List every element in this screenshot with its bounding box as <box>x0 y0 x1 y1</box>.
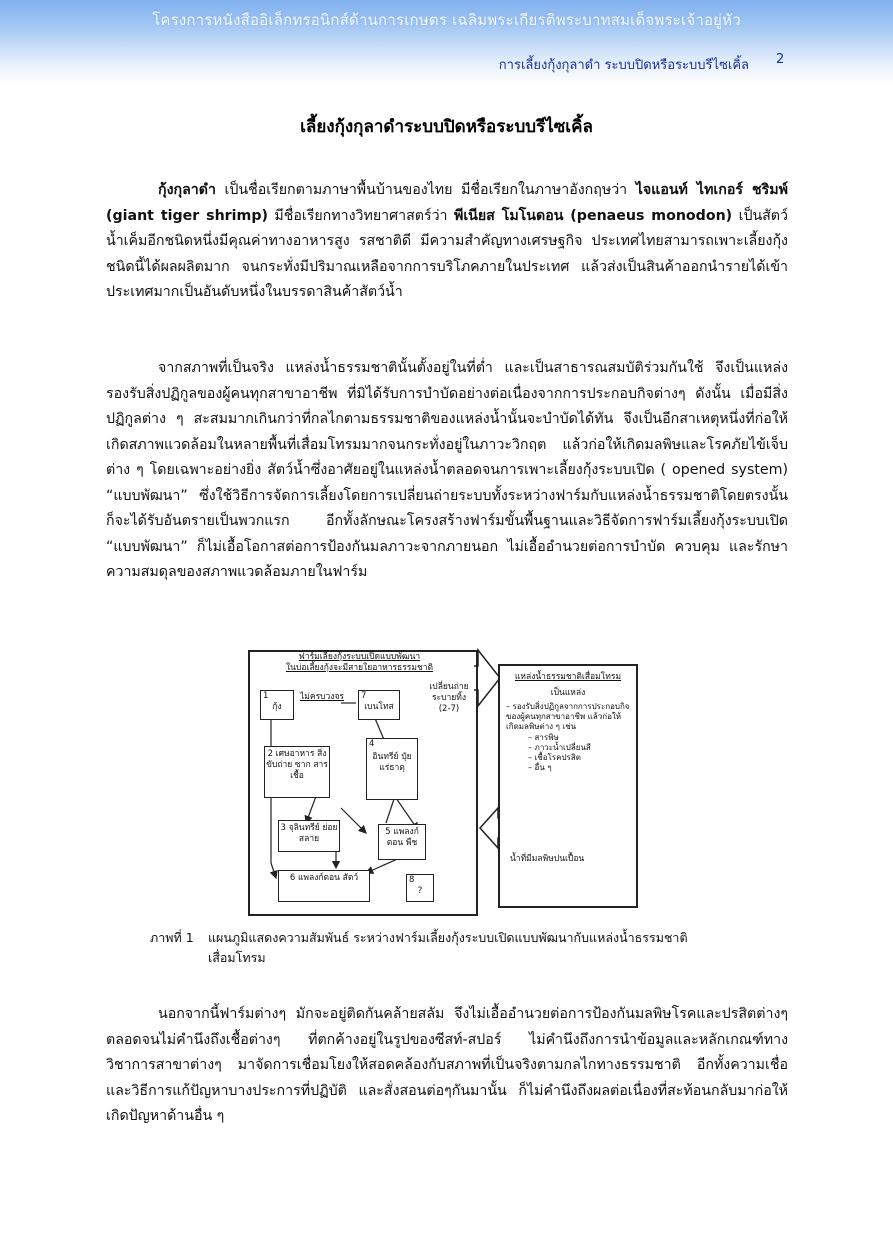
node-decomposers-label: 3 จุลินทรีย์ ย่อยสลาย <box>280 823 338 844</box>
banner-title: โครงการหนังสืออิเล็กทรอนิกส์ด้านการเกษตร เฉลิมพระเกียรติพระบาทสมเด็จพระเจ้าอยู่หัว <box>152 11 741 29</box>
figure-caption <box>150 928 770 968</box>
term-black-tiger: กุ้งกุลาดำ <box>158 182 216 198</box>
return-flow-label: น้ำที่มีมลพิษปนเปื้อน <box>510 854 585 864</box>
figure-diagram <box>246 648 641 913</box>
page-number: 2 <box>776 52 785 67</box>
node-benthos <box>358 690 400 720</box>
node-unknown <box>406 874 434 902</box>
node-decomposers <box>278 820 340 852</box>
header-banner <box>0 0 893 85</box>
paragraph-conditions-text: จากสภาพที่เป็นจริง แหล่งน้ำธรรมชาตินั้นตั้งอยู่ในที่ต่ำ และเป็นสาธารณสมบัติร่วมกันใช้ จึงเป็นแหล่งรองรับสิ่งปฏิกูลของผู้คนทุกสาขาอาชีพ ที่มิได้รับการบำบัดอย่างต่อเนื่องจากการประกอบกิจต่างๆ ดังนั้น เมื่อมีสิ่งปฏิกูลต่าง ๆ สะสมมากเกินกว่าที่กลไกตามธรรมชาติของแหล่งน้ำนั้นจะบำบัดได้ทัน จึงเป็นอีกสาเหตุหนึ่งที่ก่อให้เกิดสภาพแวดล้อมในหลายพื้นที่เสื่อมโทรมมากจนกระทั่งอยู่ในภาวะวิกฤต แล้วก่อให้เกิดมลพิษและโรคภัยไข้เจ็บต่าง ๆ โดยเฉพาะอย่างยิ่ง สัตว์น้ำซึ่งอาศัยอยู่ในแหล่งน้ำตลอดจนการเพาะเลี้ยงกุ้งระบบเปิด ( opened system) “แบบพัฒนา” ซึ่งใช้วิธีการจัดการเลี้ยงโดยการเปลี่ยนถ่ายระบบทั้งระหว่างฟาร์มกับแหล่งน้ำธรรมชาติโดยตรงนั้น ก็จะได้รับอันตรายเป็นพวกแรก อีกทั้งลักษณะโครงสร้างฟาร์มขั้นพื้นฐานและวิธีจัดการฟาร์มเลี้ยงกุ้งระบบเปิด “แบบพัฒนา” ก็ไม่เอื้อโอกาสต่อการป้องกันมลภาวะจากภายนอก ไม่เอื้ออำนวยต่อการบำบัด ควบคุม และรักษาความสมดุลของสภาพแวดล้อมภายในฟาร์ม <box>106 360 788 580</box>
node-waste-label: 2 เศษอาหาร สิ่งขับถ่าย ซาก สาร เชื้อ <box>266 749 328 781</box>
node-zooplankton <box>278 870 370 902</box>
node-phytoplankton-label: 5 แพลงก์ตอน พืช <box>385 827 419 848</box>
node-organic-number: 4 <box>369 739 375 749</box>
intro-text-3: เป็นสัตว์น้ำเค็มอีกชนิดหนึ่งมีคุณค่าทางอาหารสูง รสชาติดี มีความสำคัญทางเศรษฐกิจ ประเทศไทยสามารถเพาะเลี้ยงกุ้งชนิดนี้ได้ผลผลิตมาก จนกระทั่งมีปริมาณเหลือจากการบริโภคภายในประเทศ แล้วส่งเป็นสินค้าออกนำรายได้เข้าประเทศมากเป็นอันดับหนึ่งในบรรดาสินค้าสัตว์น้ำ <box>106 207 788 300</box>
river-description: – รองรับสิ่งปฏิกูลจากการประกอบกิจของผู้คนทุกสาขาอาชีพ แล้วก่อให้เกิดมลพิษต่าง ๆ เช่น <box>506 702 630 732</box>
river-title-text: แหล่งน้ำธรรมชาติเสื่อมโทรม <box>514 672 622 682</box>
node-shrimp-label: กุ้ง <box>272 702 282 712</box>
river-subtitle: เป็นแหล่ง <box>550 688 586 698</box>
node-benthos-number: 7 <box>361 691 367 701</box>
node-phytoplankton <box>378 824 426 860</box>
scientific-name: พีเนียส โมโนดอน (penaeus monodon) <box>453 207 733 224</box>
node-zooplankton-label: 6 แพลงก์ตอน สัตว์ <box>289 873 359 883</box>
caption-text: แผนภูมิแสดงความสัมพันธ์ ระหว่างฟาร์มเลี้ยงกุ้งระบบเปิดแบบพัฒนากับแหล่งน้ำธรรมชาติ <box>208 930 688 945</box>
paragraph-conditions <box>106 356 788 586</box>
river-item: – เชื้อโรคปรสิต <box>528 753 581 763</box>
paragraph-intro <box>106 178 788 306</box>
node-shrimp <box>260 690 294 720</box>
exchange-label: เปลี่ยนถ่าย ระบายทิ้ง (2-7) <box>429 682 469 714</box>
node-organic-label: อินทรีย์ ปุ๋ย แร่ธาตุ <box>372 752 412 773</box>
caption-text-continued: เสื่อมโทรม <box>208 950 266 965</box>
intro-text-1: เป็นชื่อเรียกตามภาษาพื้นบ้านของไทย มีชื่อเรียกในภาษาอังกฤษว่า <box>215 182 636 198</box>
node-unknown-label: ? <box>417 886 423 896</box>
english-name: ไจแอนท์ ไทเกอร์ ชริมพ์ (giant tiger shrimp) <box>106 182 788 224</box>
paragraph-farms-text: นอกจากนี้ฟาร์มต่างๆ มักจะอยู่ติดกันคล้ายสลัม จึงไม่เอื้ออำนวยต่อการป้องกันมลพิษโรคและปรสิตต่างๆ ตลอดจนไม่คำนึงถึงเชื้อต่างๆ ที่ตกค้างอยู่ในรูปของซีสท์-สปอร์ ไม่คำนึงถึงการนำข้อมูลและหลักเกณฑ์ทางวิชาการสาขาต่างๆ มาจัดการเชื่อมโยงให้สอดคล้องกับสภาพที่เป็นจริงตามกลไกทางธรรมชาติ อีกทั้งความเชื่อและวิธีการแก้ปัญหาบางประการที่ปฏิบัติ และสั่งสอนต่อๆกันมานั้น ก็ไม่คำนึงถึงผลต่อเนื่องที่สะท้อนกลับมาก่อให้เกิดปัญหาด้านอื่น ๆ <box>106 1006 788 1124</box>
farm-title-line-2: ในบ่อเลี้ยงกุ้งจะมีสายใยอาหารธรรมชาติ <box>285 663 434 673</box>
river-item: – อื่น ๆ <box>528 763 552 773</box>
farm-title <box>252 652 467 674</box>
river-box <box>498 664 638 908</box>
river-title <box>504 672 632 683</box>
river-list <box>506 702 632 773</box>
incomplete-cycle-label: ไม่ครบวงจร <box>300 692 344 702</box>
running-head: การเลี้ยงกุ้งกุลาดำ ระบบปิดหรือระบบรีไซเคิ้ล <box>498 58 749 73</box>
node-shrimp-number: 1 <box>263 691 269 701</box>
farm-title-line-1: ฟาร์มเลี้ยงกุ้งระบบเปิดแบบพัฒนา <box>298 652 421 662</box>
intro-text-2: มีชื่อเรียกทางวิทยาศาสตร์ว่า <box>267 207 454 224</box>
node-benthos-label: เบนโทส <box>364 702 394 712</box>
river-item: – ภาวะน้ำเปลี่ยนสี <box>528 742 591 752</box>
river-item: – สารพิษ <box>528 732 559 742</box>
node-unknown-number: 8 <box>409 875 415 885</box>
node-waste <box>264 746 330 798</box>
document-title: เลี้ยงกุ้งกุลาดำระบบปิดหรือระบบรีไซเคิ้ล <box>300 117 593 137</box>
paragraph-farms <box>106 1002 788 1130</box>
caption-label: ภาพที่ 1 <box>150 930 194 945</box>
node-organic <box>366 738 418 800</box>
